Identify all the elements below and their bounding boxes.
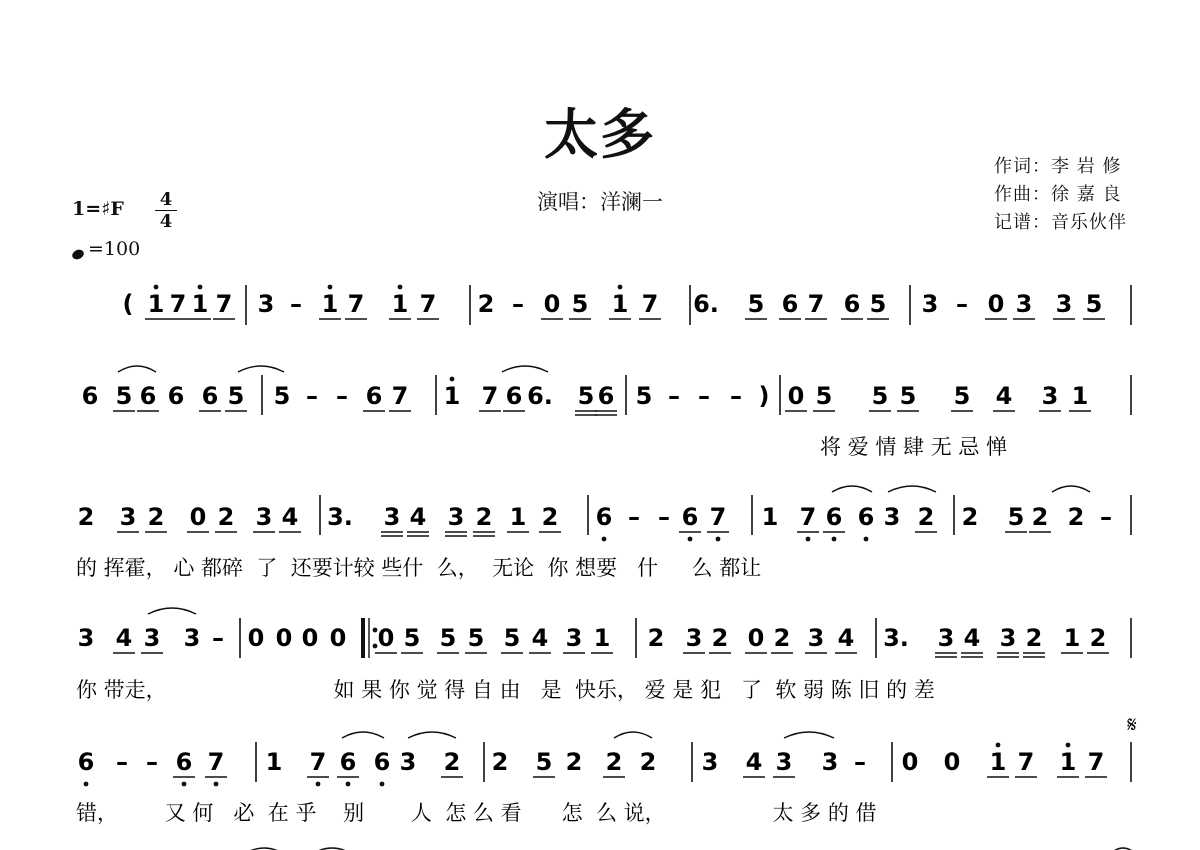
note-3-23: 4 [837, 624, 855, 652]
note-3-14: 4 [531, 624, 549, 652]
lyricist-credit: 作词：李 岩 修 [994, 156, 1122, 177]
note-0-4: 7 [215, 290, 233, 318]
note-1-0: 6 [81, 382, 99, 410]
note-4-17: 4 [745, 748, 763, 776]
note-2-21: 6 [825, 503, 843, 531]
note-0-28: 5 [1085, 290, 1103, 318]
slur-2 [502, 366, 548, 372]
note-0-20: 7 [807, 290, 825, 318]
octave-dot-above [328, 285, 333, 290]
note-1-12: 7 [481, 382, 499, 410]
note-1-11: 1 [443, 382, 461, 410]
note-0-11: 2 [477, 290, 495, 318]
note-0-10: 7 [419, 290, 437, 318]
note-3-0: 3 [77, 624, 95, 652]
note-3-9: 0 [377, 624, 395, 652]
note-0-19: 6 [781, 290, 799, 318]
note-4-19: 3 [821, 748, 839, 776]
note-3-4: – [212, 624, 224, 652]
note-2-0: 2 [77, 503, 95, 531]
lyrics-line-4: 你 带走， 如 果 你 觉 得 自 由 是 快乐， 爱 是 犯 了 软 弱 陈 旧 的 差 [76, 678, 935, 702]
segno-icon: 𝄋 [1127, 713, 1137, 738]
note-2-22: 6 [857, 503, 875, 531]
note-3-30: 2 [1089, 624, 1107, 652]
note-0-27: 3 [1055, 290, 1073, 318]
note-4-9: 3 [399, 748, 417, 776]
note-3-26: 4 [963, 624, 981, 652]
composer-credit: 作曲：徐 嘉 良 [994, 184, 1122, 205]
note-0-2: 7 [169, 290, 187, 318]
note-1-18: – [668, 382, 680, 410]
note-3-2: 3 [143, 624, 161, 652]
note-3-18: 3 [685, 624, 703, 652]
note-2-1: 3 [119, 503, 137, 531]
octave-dot-below [832, 537, 837, 542]
note-2-7: 3. [327, 503, 353, 531]
note-2-2: 2 [147, 503, 165, 531]
note-1-6: 5 [273, 382, 291, 410]
note-1-4: 6 [201, 382, 219, 410]
key-signature: 1=♯F [72, 198, 124, 220]
note-3-10: 5 [403, 624, 421, 652]
note-4-2: – [146, 748, 158, 776]
note-4-6: 7 [309, 748, 327, 776]
note-0-17: 6. [693, 290, 719, 318]
note-0-9: 1 [391, 290, 409, 318]
song-title: 太多 [544, 102, 656, 166]
note-3-13: 5 [503, 624, 521, 652]
note-2-3: 0 [189, 503, 207, 531]
note-4-26: 7 [1087, 748, 1105, 776]
note-2-15: – [628, 503, 640, 531]
note-1-29: 1 [1071, 382, 1089, 410]
note-1-10: 7 [391, 382, 409, 410]
note-3-8: 0 [329, 624, 347, 652]
note-4-8: 6 [373, 748, 391, 776]
note-2-18: 7 [709, 503, 727, 531]
note-3-25: 3 [937, 624, 955, 652]
note-1-20: – [730, 382, 742, 410]
tempo-value: =100 [88, 238, 141, 260]
note-4-24: 7 [1017, 748, 1035, 776]
note-3-19: 2 [711, 624, 729, 652]
note-3-5: 0 [247, 624, 265, 652]
note-1-5: 5 [227, 382, 245, 410]
note-3-17: 2 [647, 624, 665, 652]
note-1-8: – [336, 382, 348, 410]
octave-dot-below [214, 782, 219, 787]
note-4-10: 2 [443, 748, 461, 776]
note-0-24: – [956, 290, 968, 318]
octave-dot-above [618, 285, 623, 290]
note-3-12: 5 [467, 624, 485, 652]
note-4-11: 2 [491, 748, 509, 776]
note-2-12: 1 [509, 503, 527, 531]
note-0-14: 5 [571, 290, 589, 318]
octave-dot-below [864, 537, 869, 542]
slur-4 [888, 486, 936, 492]
note-2-25: 2 [961, 503, 979, 531]
note-0-5: 3 [257, 290, 275, 318]
octave-dot-above [154, 285, 159, 290]
note-0-7: 1 [321, 290, 339, 318]
note-1-22: 0 [787, 382, 805, 410]
note-4-16: 3 [701, 748, 719, 776]
note-3-6: 0 [275, 624, 293, 652]
note-1-24: 5 [871, 382, 889, 410]
note-2-28: 2 [1067, 503, 1085, 531]
slur-9 [614, 732, 652, 738]
repeat-dot-upper [373, 628, 378, 633]
note-1-23: 5 [815, 382, 833, 410]
note-1-9: 6 [365, 382, 383, 410]
note-2-4: 2 [217, 503, 235, 531]
note-4-0: 6 [77, 748, 95, 776]
octave-dot-above [450, 377, 455, 382]
time-signature-bottom: 4 [159, 211, 173, 232]
note-0-3: 1 [191, 290, 209, 318]
note-1-17: 5 [635, 382, 653, 410]
note-4-20: – [854, 748, 866, 776]
note-4-3: 6 [175, 748, 193, 776]
note-0-26: 3 [1015, 290, 1033, 318]
note-2-20: 7 [799, 503, 817, 531]
note-3-1: 4 [115, 624, 133, 652]
note-4-4: 7 [207, 748, 225, 776]
note-0-21: 6 [843, 290, 861, 318]
lyrics-line-5: 错， 又 何 必 在 乎 别 人 怎 么 看 怎 么 说， 太 多 的 借 [76, 801, 877, 825]
note-4-21: 0 [901, 748, 919, 776]
note-0-18: 5 [747, 290, 765, 318]
note-2-5: 3 [255, 503, 273, 531]
note-1-3: 6 [167, 382, 185, 410]
note-2-10: 3 [447, 503, 465, 531]
note-2-19: 1 [761, 503, 779, 531]
note-0-23: 3 [921, 290, 939, 318]
note-0-6: – [290, 290, 302, 318]
slur-8 [408, 732, 456, 738]
octave-dot-below [380, 782, 385, 787]
note-3-15: 3 [565, 624, 583, 652]
note-2-26: 5 [1007, 503, 1025, 531]
note-3-11: 5 [439, 624, 457, 652]
note-1-14: 6. [527, 382, 553, 410]
octave-dot-below [84, 782, 89, 787]
note-2-11: 2 [475, 503, 493, 531]
note-3-27: 3 [999, 624, 1017, 652]
note-0-13: 0 [543, 290, 561, 318]
slur-3 [832, 486, 872, 492]
lyrics-line-3: 的 挥霍， 心 都碎 了 还要计较 些什 么， 无论 你 想要 什 么 都让 [76, 556, 762, 580]
note-1-19: – [698, 382, 710, 410]
note-1-13: 6 [505, 382, 523, 410]
note-0-8: 7 [347, 290, 365, 318]
note-2-24: 2 [917, 503, 935, 531]
note-4-22: 0 [943, 748, 961, 776]
note-2-23: 3 [883, 503, 901, 531]
note-2-13: 2 [541, 503, 559, 531]
note-3-20: 0 [747, 624, 765, 652]
note-3-24: 3. [883, 624, 909, 652]
note-1-16: 6 [597, 382, 615, 410]
octave-dot-below [182, 782, 187, 787]
note-3-28: 2 [1025, 624, 1043, 652]
note-4-14: 2 [605, 748, 623, 776]
note-1-7: – [306, 382, 318, 410]
note-3-16: 1 [593, 624, 611, 652]
slur-7 [342, 732, 384, 738]
transcriber-credit: 记谱：音乐伙伴 [994, 212, 1127, 233]
note-2-27: 2 [1031, 503, 1049, 531]
note-1-26: 5 [953, 382, 971, 410]
note-1-1: 5 [115, 382, 133, 410]
note-4-18: 3 [775, 748, 793, 776]
octave-dot-above [1066, 743, 1071, 748]
note-1-27: 4 [995, 382, 1013, 410]
note-2-14: 6 [595, 503, 613, 531]
note-3-22: 3 [807, 624, 825, 652]
lyrics-line-2: 将 爱 情 肆 无 忌 惮 [820, 435, 1008, 459]
note-4-25: 1 [1059, 748, 1077, 776]
note-4-5: 1 [265, 748, 283, 776]
note-3-29: 1 [1063, 624, 1081, 652]
note-3-3: 3 [183, 624, 201, 652]
note-0-16: 7 [641, 290, 659, 318]
note-0-22: 5 [869, 290, 887, 318]
note-1-28: 3 [1041, 382, 1059, 410]
note-1-21: ) [758, 382, 770, 410]
octave-dot-below [688, 537, 693, 542]
octave-dot-above [996, 743, 1001, 748]
octave-dot-below [316, 782, 321, 787]
note-3-7: 0 [301, 624, 319, 652]
note-2-8: 3 [383, 503, 401, 531]
note-4-15: 2 [639, 748, 657, 776]
octave-dot-below [346, 782, 351, 787]
note-4-1: – [116, 748, 128, 776]
note-4-13: 2 [565, 748, 583, 776]
slur-1 [238, 366, 284, 372]
slur-6 [148, 608, 196, 614]
note-4-12: 5 [535, 748, 553, 776]
note-4-23: 1 [989, 748, 1007, 776]
octave-dot-above [398, 285, 403, 290]
note-3-21: 2 [773, 624, 791, 652]
slur-0 [118, 366, 156, 372]
note-1-25: 5 [899, 382, 917, 410]
singer-credit: 演唱：洋澜一 [537, 190, 663, 214]
octave-dot-below [806, 537, 811, 542]
octave-dot-below [716, 537, 721, 542]
note-2-16: – [658, 503, 670, 531]
note-4-7: 6 [339, 748, 357, 776]
note-1-15: 5 [577, 382, 595, 410]
note-0-0: ( [122, 290, 134, 318]
octave-dot-below [602, 537, 607, 542]
note-0-1: 1 [147, 290, 165, 318]
note-1-2: 6 [139, 382, 157, 410]
octave-dot-above [198, 285, 203, 290]
slur-5 [1052, 486, 1090, 492]
note-2-9: 4 [409, 503, 427, 531]
note-0-12: – [512, 290, 524, 318]
note-2-6: 4 [281, 503, 299, 531]
slur-10 [784, 732, 834, 738]
note-2-29: – [1100, 503, 1112, 531]
note-2-17: 6 [681, 503, 699, 531]
note-0-25: 0 [987, 290, 1005, 318]
repeat-dot-lower [373, 644, 378, 649]
time-signature-top: 4 [159, 189, 173, 210]
note-0-15: 1 [611, 290, 629, 318]
